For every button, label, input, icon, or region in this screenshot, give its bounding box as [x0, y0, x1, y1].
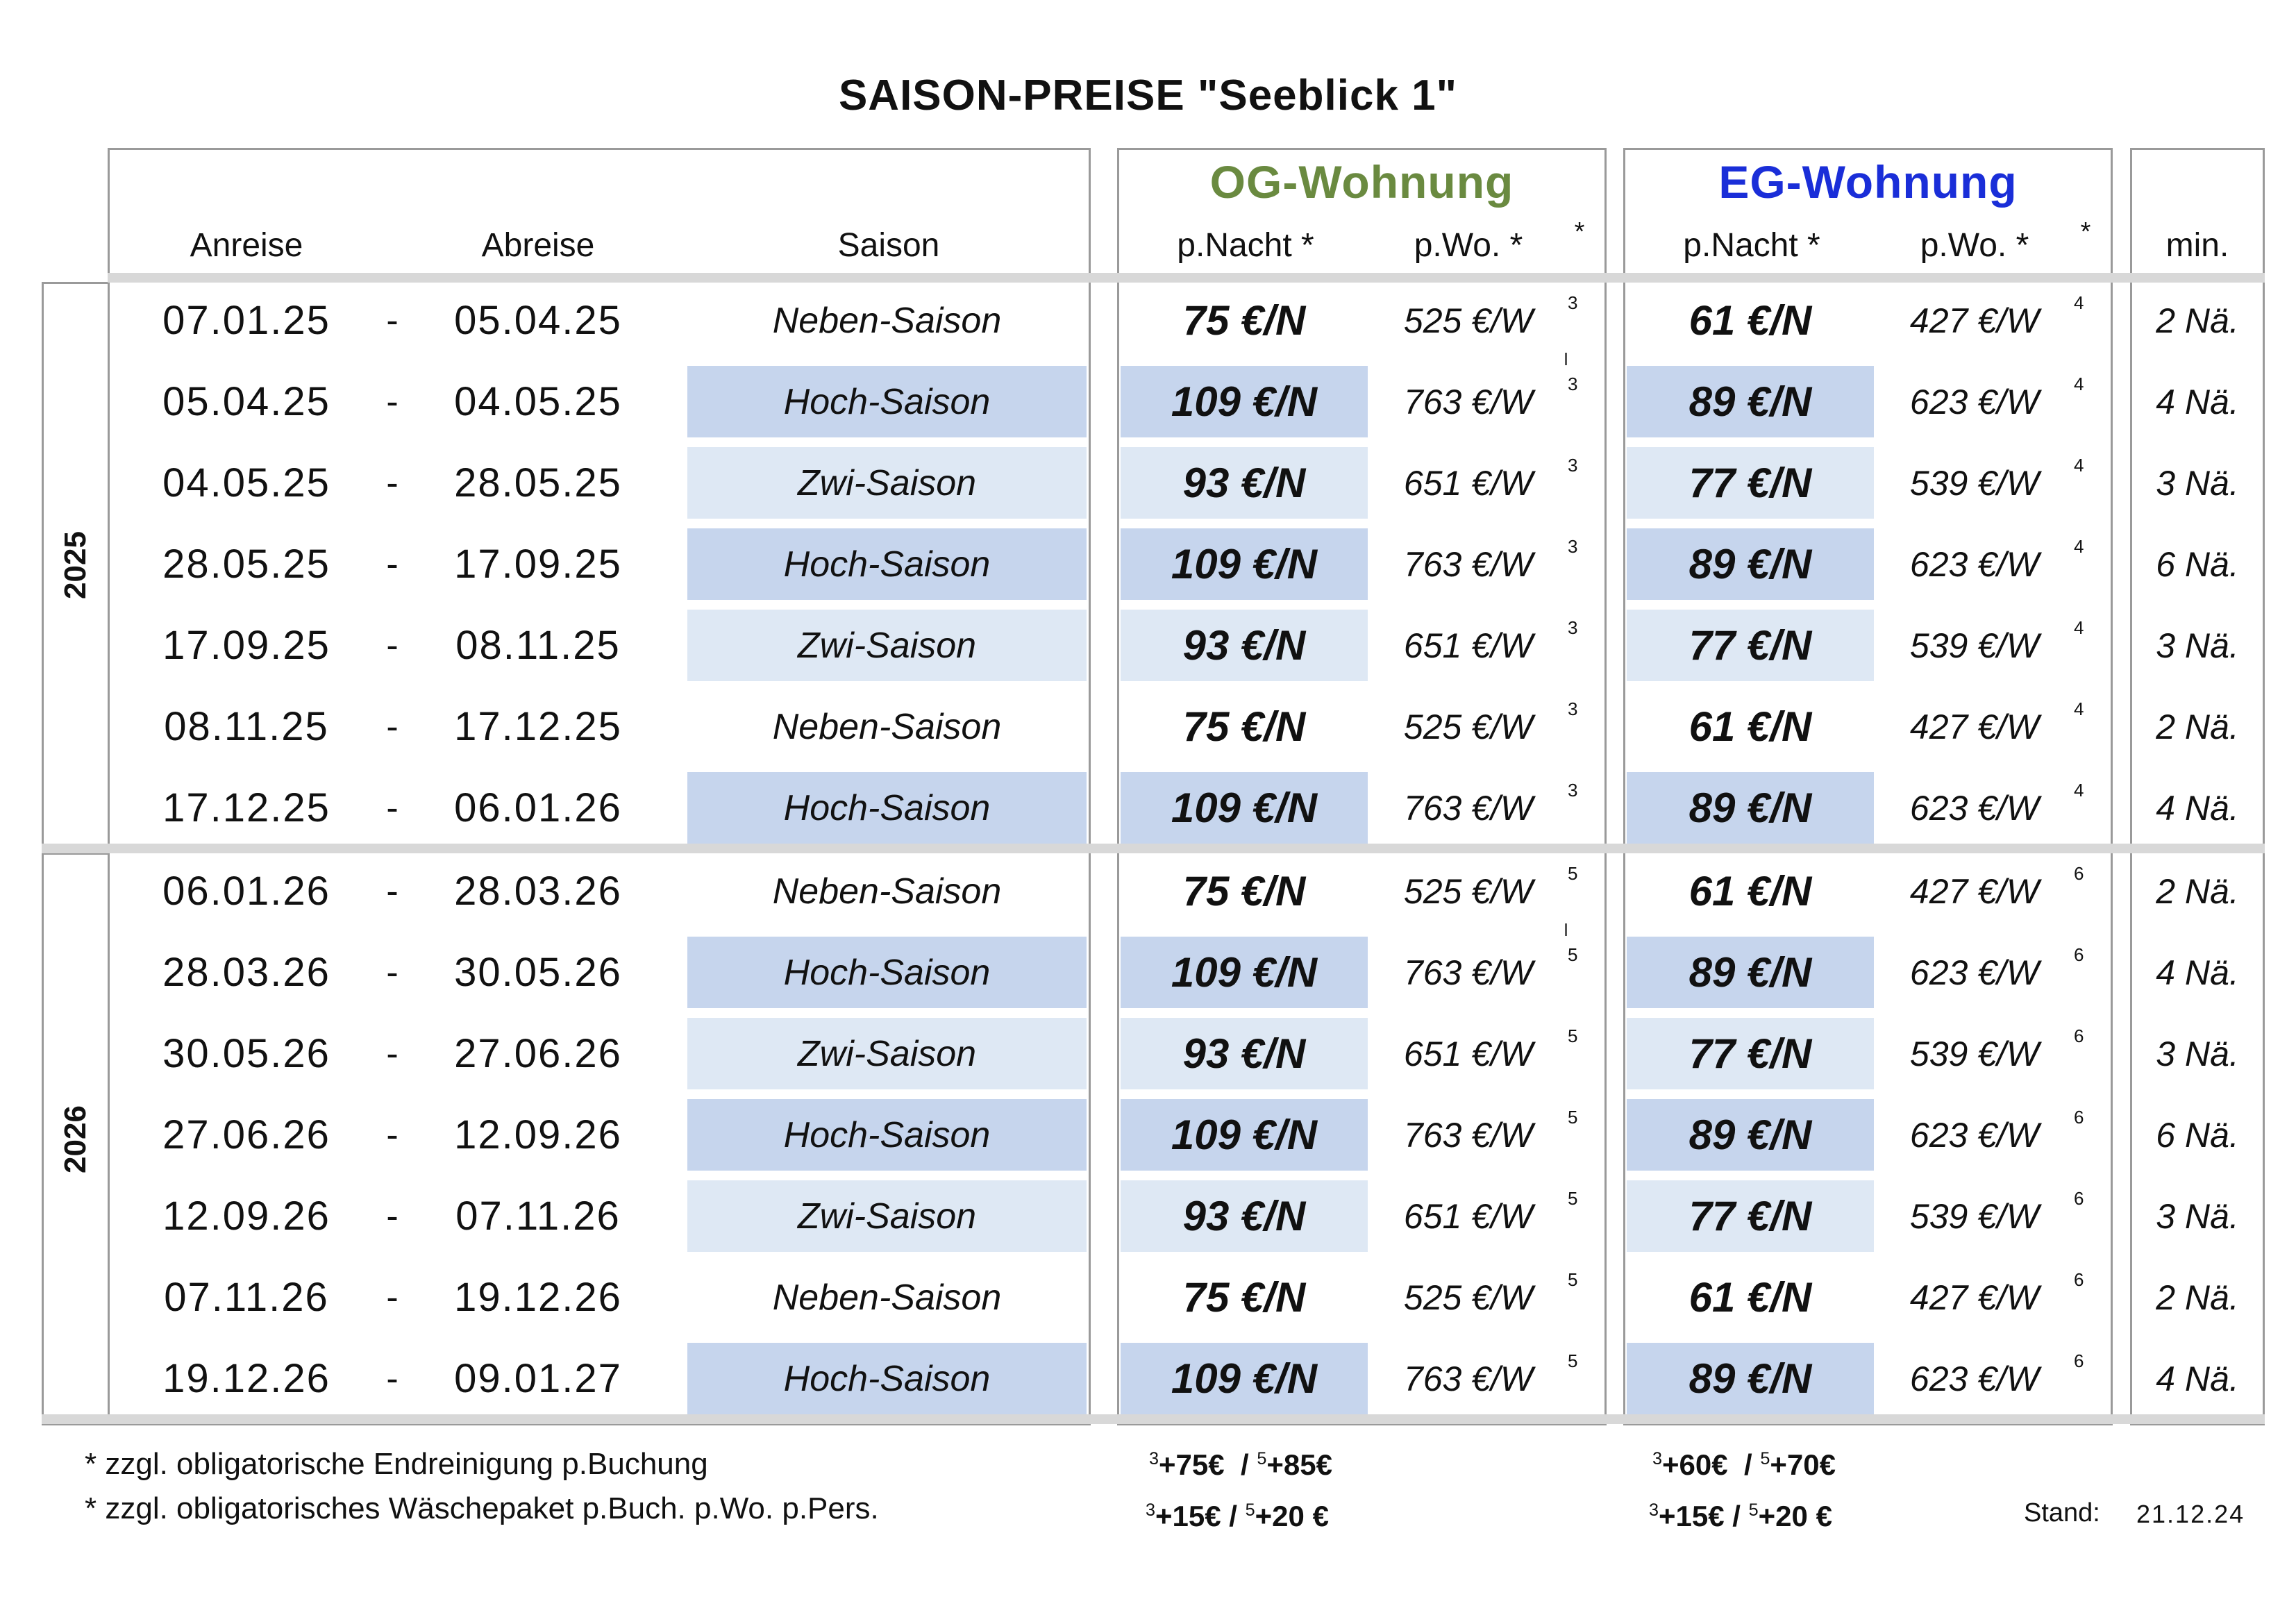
abreise-date: 08.11.25: [455, 623, 621, 668]
eg-price-per-night: 89 €/N: [1627, 366, 1874, 437]
og-endreinigung-prices: $^3$+75€ / $^5$+85€: [1149, 1448, 1332, 1481]
eg-price-per-week: 539 €/W: [1909, 626, 2040, 665]
og-footnote-ref: 3: [1568, 698, 1578, 719]
eg-footnote-ref: 4: [2074, 698, 2084, 719]
eg-price-per-week: 623 €/W: [1909, 544, 2040, 584]
season-label: Hoch-Saison: [687, 1099, 1087, 1171]
stand-label: Stand:: [2024, 1498, 2100, 1527]
eg-price-per-week: 539 €/W: [1909, 1034, 2040, 1073]
eg-price-per-night: 89 €/N: [1627, 1099, 1874, 1171]
min-nights: 4 Nä.: [2156, 1359, 2239, 1398]
eg-footnote-ref: 6: [2074, 1025, 2084, 1046]
abreise-date: 06.01.26: [454, 785, 622, 830]
og-footnote-ref: 3: [1568, 292, 1578, 313]
og-footnote-ref: 5: [1568, 862, 1578, 884]
og-price-per-week: 525 €/W: [1403, 1278, 1534, 1317]
eg-price-per-night: 89 €/N: [1627, 528, 1874, 600]
separator-tick: [1565, 923, 1567, 936]
anreise-date: 06.01.26: [162, 869, 330, 914]
eg-footnote-ref: 6: [2074, 1269, 2084, 1290]
min-nights: 4 Nä.: [2156, 788, 2239, 828]
date-dash: -: [386, 462, 399, 503]
header-abreise: Abreise: [481, 226, 595, 264]
header-anreise: Anreise: [190, 226, 303, 264]
eg-footnote-ref: 4: [2074, 454, 2084, 476]
eg-price-per-week: 427 €/W: [1909, 871, 2040, 911]
og-price-per-night: 93 €/N: [1121, 610, 1368, 681]
abreise-date: 17.12.25: [454, 704, 622, 749]
og-footnote-ref: 5: [1568, 944, 1578, 965]
og-footnote-ref: 3: [1568, 454, 1578, 476]
year-2026-label: 2026: [58, 1105, 92, 1173]
eg-price-per-week: 623 €/W: [1909, 953, 2040, 992]
eg-price-per-night: 89 €/N: [1627, 772, 1874, 844]
abreise-date: 05.04.25: [454, 298, 622, 343]
og-footnote-ref: 5: [1568, 1025, 1578, 1046]
anreise-date: 17.12.25: [162, 785, 330, 830]
anreise-date: 07.11.26: [164, 1275, 329, 1320]
header-og-star: *: [1574, 217, 1585, 246]
season-label: Hoch-Saison: [687, 1343, 1087, 1414]
date-dash: -: [386, 706, 399, 747]
min-nights: 2 Nä.: [2156, 301, 2239, 340]
eg-endreinigung-prices: $^3$+60€ / $^5$+70€: [1652, 1448, 1836, 1481]
eg-price-per-night: 61 €/N: [1689, 1274, 1812, 1321]
og-price-per-week: 525 €/W: [1403, 707, 1534, 746]
min-nights: 2 Nä.: [2156, 871, 2239, 911]
date-dash: -: [386, 1358, 399, 1399]
anreise-date: 07.01.25: [162, 298, 330, 343]
season-label: Hoch-Saison: [687, 366, 1087, 437]
min-nights: 4 Nä.: [2156, 953, 2239, 992]
header-saison: Saison: [837, 226, 940, 264]
eg-price-per-night: 61 €/N: [1689, 297, 1812, 344]
eg-footnote-ref: 4: [2074, 292, 2084, 313]
eg-footnote-ref: 4: [2074, 373, 2084, 394]
og-price-per-night: 75 €/N: [1182, 868, 1306, 914]
eg-footnote-ref: 4: [2074, 779, 2084, 801]
og-footnote-ref: 5: [1568, 1106, 1578, 1128]
date-dash: -: [386, 1196, 399, 1237]
eg-footnote-ref: 4: [2074, 617, 2084, 638]
eg-price-per-week: 539 €/W: [1909, 463, 2040, 503]
page-title: SAISON-PREISE "Seeblick 1": [838, 72, 1458, 119]
eg-price-per-night: 77 €/N: [1627, 447, 1874, 519]
eg-price-per-week: 623 €/W: [1909, 788, 2040, 828]
min-nights: 2 Nä.: [2156, 707, 2239, 746]
eg-price-per-week: 623 €/W: [1909, 1115, 2040, 1155]
og-price-per-week: 763 €/W: [1403, 788, 1534, 828]
header-og-p-wo: p.Wo. *: [1414, 226, 1523, 264]
date-dash: -: [386, 787, 399, 828]
og-price-per-week: 651 €/W: [1403, 1196, 1534, 1236]
abreise-date: 12.09.26: [454, 1112, 622, 1157]
og-price-per-week: 651 €/W: [1403, 626, 1534, 665]
og-price-per-week: 525 €/W: [1403, 871, 1534, 911]
header-min: min.: [2165, 226, 2229, 264]
anreise-date: 05.04.25: [162, 379, 330, 424]
footnote-waeschepaket: * zzgl. obligatorisches Wäschepaket p.Buch. p.Wo. p.Pers.: [85, 1491, 879, 1525]
abreise-date: 28.03.26: [454, 869, 622, 914]
min-nights: 6 Nä.: [2156, 544, 2239, 584]
abreise-date: 09.01.27: [454, 1356, 622, 1401]
og-price-per-night: 93 €/N: [1121, 1018, 1368, 1089]
stand-date: 21.12.24: [2136, 1500, 2245, 1528]
season-label: Neben-Saison: [772, 1277, 1002, 1318]
eg-footnote-ref: 6: [2074, 944, 2084, 965]
anreise-date: 19.12.26: [162, 1356, 330, 1401]
date-dash: -: [386, 952, 399, 993]
date-dash: -: [386, 1277, 399, 1318]
anreise-date: 27.06.26: [162, 1112, 330, 1157]
season-label: Zwi-Saison: [687, 1180, 1087, 1252]
eg-price-per-week: 427 €/W: [1909, 707, 2040, 746]
eg-price-per-night: 77 €/N: [1627, 610, 1874, 681]
date-dash: -: [386, 300, 399, 341]
eg-footnote-ref: 4: [2074, 535, 2084, 557]
min-nights: 3 Nä.: [2156, 626, 2239, 665]
season-label: Neben-Saison: [772, 706, 1002, 747]
eg-footnote-ref: 6: [2074, 1106, 2084, 1128]
anreise-date: 12.09.26: [162, 1194, 330, 1239]
og-price-per-night: 93 €/N: [1121, 447, 1368, 519]
og-price-per-week: 763 €/W: [1403, 544, 1534, 584]
abreise-date: 28.05.25: [454, 460, 622, 505]
og-footnote-ref: 3: [1568, 373, 1578, 394]
og-price-per-night: 75 €/N: [1182, 297, 1306, 344]
anreise-date: 28.03.26: [162, 950, 330, 995]
footnote-endreinigung: * zzgl. obligatorische Endreinigung p.Buchung: [85, 1447, 708, 1481]
eg-price-per-night: 89 €/N: [1627, 1343, 1874, 1414]
eg-price-per-night: 77 €/N: [1627, 1180, 1874, 1252]
abreise-date: 30.05.26: [454, 950, 622, 995]
header-eg-p-nacht: p.Nacht *: [1683, 226, 1820, 264]
og-price-per-night: 109 €/N: [1121, 937, 1368, 1008]
abreise-date: 19.12.26: [454, 1275, 622, 1320]
eg-waeschepaket-prices: $^3$+15€ / $^5$+20 €: [1649, 1500, 1832, 1532]
og-footnote-ref: 5: [1568, 1269, 1578, 1290]
eg-footnote-ref: 6: [2074, 1187, 2084, 1209]
season-label: Hoch-Saison: [687, 528, 1087, 600]
min-nights: 2 Nä.: [2156, 1278, 2239, 1317]
og-footnote-ref: 3: [1568, 535, 1578, 557]
anreise-date: 30.05.26: [162, 1031, 330, 1076]
og-price-per-week: 763 €/W: [1403, 953, 1534, 992]
eg-wohnung-title: EG-Wohnung: [1718, 156, 2018, 208]
eg-price-per-night: 77 €/N: [1627, 1018, 1874, 1089]
season-label: Hoch-Saison: [687, 772, 1087, 844]
year-2025-label: 2025: [58, 531, 92, 599]
date-dash: -: [386, 871, 399, 912]
og-price-per-night: 75 €/N: [1182, 703, 1306, 750]
eg-price-per-night: 61 €/N: [1689, 703, 1812, 750]
date-dash: -: [386, 1033, 399, 1074]
eg-price-per-week: 427 €/W: [1909, 301, 2040, 340]
season-label: Hoch-Saison: [687, 937, 1087, 1008]
og-price-per-night: 109 €/N: [1121, 772, 1368, 844]
eg-footnote-ref: 6: [2074, 862, 2084, 884]
og-wohnung-title: OG-Wohnung: [1209, 156, 1514, 208]
og-price-per-week: 651 €/W: [1403, 463, 1534, 503]
eg-price-per-week: 427 €/W: [1909, 1278, 2040, 1317]
header-band: [108, 273, 2265, 283]
eg-price-per-week: 539 €/W: [1909, 1196, 2040, 1236]
og-price-per-week: 763 €/W: [1403, 1115, 1534, 1155]
og-price-per-week: 763 €/W: [1403, 1359, 1534, 1398]
og-price-per-week: 525 €/W: [1403, 301, 1534, 340]
year-separator-band: [42, 844, 2265, 853]
og-price-per-night: 109 €/N: [1121, 528, 1368, 600]
header-og-p-nacht: p.Nacht *: [1177, 226, 1314, 264]
eg-price-per-night: 61 €/N: [1689, 868, 1812, 914]
eg-price-per-week: 623 €/W: [1909, 1359, 2040, 1398]
bottom-band: [42, 1414, 2265, 1424]
og-price-per-night: 93 €/N: [1121, 1180, 1368, 1252]
anreise-date: 28.05.25: [162, 542, 330, 587]
abreise-date: 17.09.25: [454, 542, 622, 587]
anreise-date: 17.09.25: [162, 623, 330, 668]
min-nights: 6 Nä.: [2156, 1115, 2239, 1155]
og-footnote-ref: 5: [1568, 1350, 1578, 1371]
og-footnote-ref: 3: [1568, 779, 1578, 801]
og-price-per-night: 109 €/N: [1121, 366, 1368, 437]
anreise-date: 08.11.25: [164, 704, 329, 749]
og-price-per-night: 109 €/N: [1121, 1099, 1368, 1171]
abreise-date: 27.06.26: [454, 1031, 622, 1076]
eg-price-per-week: 623 €/W: [1909, 382, 2040, 421]
date-dash: -: [386, 625, 399, 666]
og-price-per-night: 75 €/N: [1182, 1274, 1306, 1321]
og-price-per-night: 109 €/N: [1121, 1343, 1368, 1414]
min-nights: 3 Nä.: [2156, 1034, 2239, 1073]
season-label: Zwi-Saison: [687, 1018, 1087, 1089]
season-label: Neben-Saison: [772, 871, 1002, 912]
og-price-per-week: 763 €/W: [1403, 382, 1534, 421]
date-dash: -: [386, 381, 399, 422]
date-dash: -: [386, 544, 399, 585]
og-waeschepaket-prices: $^3$+15€ / $^5$+20 €: [1146, 1500, 1329, 1532]
og-price-per-week: 651 €/W: [1403, 1034, 1534, 1073]
anreise-date: 04.05.25: [162, 460, 330, 505]
season-label: Zwi-Saison: [687, 610, 1087, 681]
header-eg-star: *: [2080, 217, 2091, 246]
min-nights: 3 Nä.: [2156, 1196, 2239, 1236]
abreise-date: 07.11.26: [455, 1194, 621, 1239]
og-footnote-ref: 5: [1568, 1187, 1578, 1209]
eg-footnote-ref: 6: [2074, 1350, 2084, 1371]
abreise-date: 04.05.25: [454, 379, 622, 424]
header-eg-p-wo: p.Wo. *: [1920, 226, 2029, 264]
season-label: Neben-Saison: [772, 300, 1002, 341]
min-nights: 3 Nä.: [2156, 463, 2239, 503]
season-label: Zwi-Saison: [687, 447, 1087, 519]
eg-price-per-night: 89 €/N: [1627, 937, 1874, 1008]
min-nights: 4 Nä.: [2156, 382, 2239, 421]
og-footnote-ref: 3: [1568, 617, 1578, 638]
separator-tick: [1565, 353, 1567, 365]
date-dash: -: [386, 1114, 399, 1155]
